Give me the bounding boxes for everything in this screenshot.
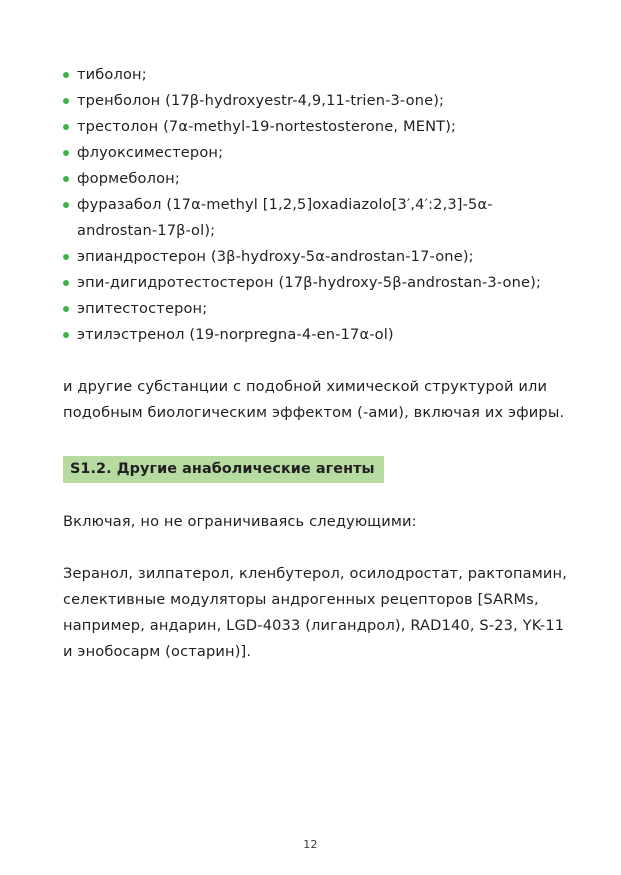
- page-number: 12: [303, 838, 318, 851]
- closing-paragraph: и другие субстанции с подобной химической структурой или подобным биологическим эффектом (-ами), включая их эфиры.: [63, 378, 565, 421]
- list-item: [63, 270, 571, 296]
- bullet-icon: [63, 124, 69, 130]
- bullet-icon: [63, 176, 69, 182]
- list-item: [63, 166, 571, 192]
- bullet-icon: [63, 332, 69, 338]
- anabolic-agents-list: [63, 62, 571, 348]
- list-item: [63, 114, 571, 140]
- list-item-label: флуоксиместерон;: [77, 144, 224, 161]
- list-item: [63, 322, 571, 348]
- list-item-label: тренболон (17β-hydroxyestr-4,9,11-trien-3-one);: [77, 92, 445, 109]
- list-item: [63, 140, 571, 166]
- list-item-label: эпиандростерон (3β-hydroxy-5α-androstan-17-one);: [77, 248, 474, 265]
- page-content: [63, 62, 571, 665]
- list-item-label: эпитестостерон;: [77, 300, 208, 317]
- bullet-icon: [63, 72, 69, 78]
- bullet-icon: [63, 98, 69, 104]
- section-heading-s1-2: S1.2. Другие анаболические агенты: [63, 456, 384, 483]
- bullet-icon: [63, 202, 69, 208]
- bullet-icon: [63, 280, 69, 286]
- list-item: [63, 192, 571, 244]
- list-item: [63, 244, 571, 270]
- bullet-icon: [63, 150, 69, 156]
- list-item-label: фуразабол (17α-methyl [1,2,5]oxadiazolo[3′,4′:2,3]-5α-androstan-17β-ol);: [77, 196, 493, 239]
- list-item: [63, 296, 571, 322]
- list-item-label: этилэстренол (19-norpregna-4-en-17α-ol): [77, 326, 394, 343]
- list-item-label: тиболон;: [77, 66, 147, 83]
- bullet-icon: [63, 306, 69, 312]
- list-item: [63, 62, 571, 88]
- list-item: [63, 88, 571, 114]
- bullet-icon: [63, 254, 69, 260]
- section-body-paragraph: Зеранол, зилпатерол, кленбутерол, осилодростат, рактопамин, селективные модуляторы андрогенных рецепторов [SARMs, например, андарин, LGD-4033 (лигандрол), RAD140, S-23, YK-11 и энобосарм (остарин)].: [63, 565, 567, 660]
- list-item-label: трестолон (7α-methyl-19-nortestosterone, MENT);: [77, 118, 457, 135]
- section-heading-container: [63, 456, 571, 483]
- list-item-label: формеболон;: [77, 170, 180, 187]
- list-item-label: эпи-дигидротестостерон (17β-hydroxy-5β-androstan-3-one);: [77, 274, 542, 291]
- section-intro-paragraph: Включая, но не ограничиваясь следующими:: [63, 513, 417, 530]
